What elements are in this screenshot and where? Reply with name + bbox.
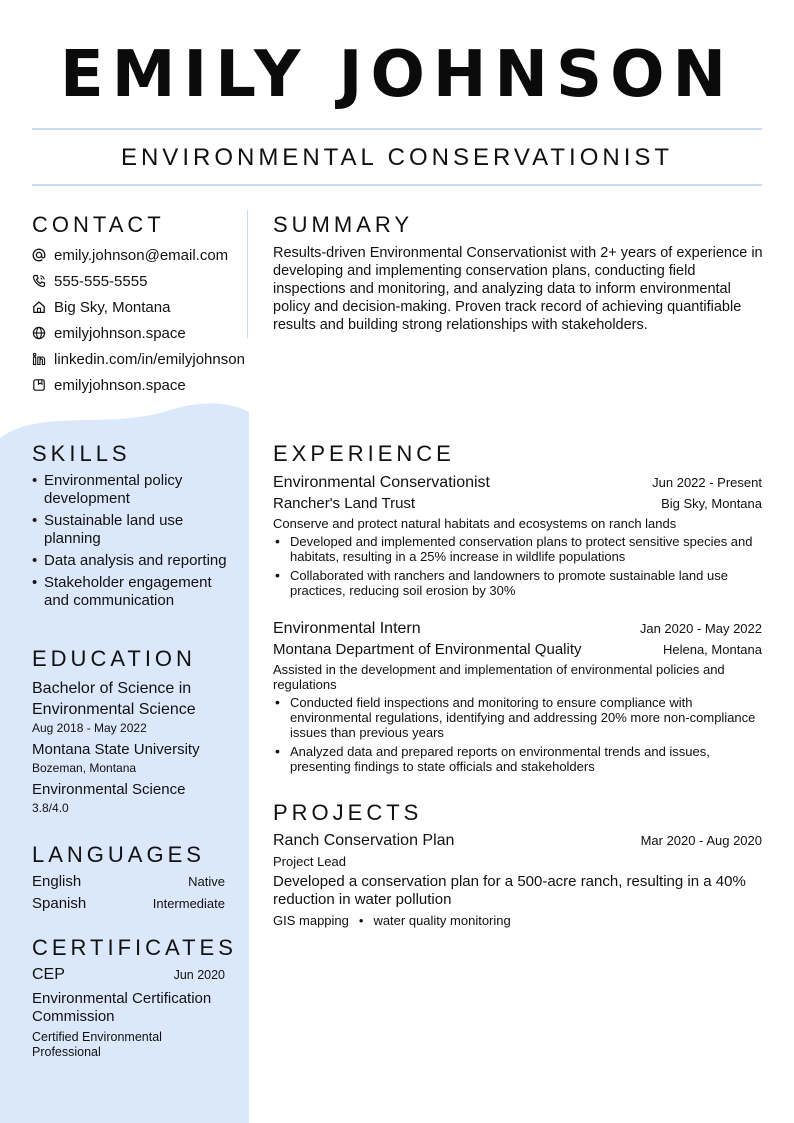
header-bottom-rule [32,184,762,186]
certificate-issuer: Environmental Certification Commission [32,990,212,1025]
job-role: Environmental Intern [273,620,421,637]
gpa: 3.8/4.0 [32,801,69,815]
contact-email-text: emily.johnson@email.com [54,246,229,264]
job-title: ENVIRONMENTAL CONSERVATIONIST [120,144,674,171]
job-dates: Jun 2022 - Present [652,475,762,490]
project-tag: water quality monitoring [373,913,511,928]
candidate-name: EMILY JOHNSON [59,38,735,112]
degree: Bachelor of Science in Environmental Science [32,680,196,718]
job-organization: Montana Department of Environmental Quality [273,641,582,658]
language-name: English [32,873,82,890]
job-role: Environmental Conservationist [273,474,490,491]
language-name: Spanish [32,895,87,912]
job-description: Conserve and protect natural habitats and ecosystems on ranch lands [273,516,677,531]
contact-portfolio[interactable] [32,372,262,398]
project-tag: GIS mapping [273,913,349,928]
experience-heading: EXPERIENCE [273,441,455,466]
at-icon [32,248,54,262]
job-bullets [273,695,762,774]
certificates-heading: CERTIFICATES [32,935,237,960]
education-heading: EDUCATION [32,646,196,671]
linkedin-icon [32,352,54,366]
header-top-rule [32,128,762,130]
contact-portfolio-text: emilyjohnson.space [54,376,186,394]
home-icon [32,300,54,314]
projects-heading: PROJECTS [273,800,423,825]
contact-website[interactable] [32,320,262,346]
job-location: Helena, Montana [662,642,762,657]
skills-heading: SKILLS [32,441,131,466]
job-entry [273,474,762,602]
contact-linkedin[interactable] [32,346,262,372]
list-item: • Conducted field inspections and monitoring to ensure compliance with environmental regulations, identifying and addressing 20% more non-compliance issues than previous years [273,695,762,740]
project-dates: Mar 2020 - Aug 2020 [640,833,762,848]
list-item: • Data analysis and reporting [32,552,232,570]
job-location: Big Sky, Montana [661,496,762,511]
job-dates: Jan 2020 - May 2022 [639,621,762,636]
contact-linkedin-text: linkedin.com/in/emilyjohnson [54,350,245,368]
education-dates: Aug 2018 - May 2022 [32,721,147,735]
job-entry [273,620,762,778]
list-item: • Collaborated with ranchers and landowners to promote sustainable land use practices, reducing soil erosion by 30% [273,568,762,598]
project-role: Project Lead [273,854,346,869]
job-description: Assisted in the development and implementation of environmental policies and regulations [273,662,725,692]
language-row [32,895,225,917]
contact-website-text: emilyjohnson.space [54,324,186,342]
globe-icon [32,326,54,340]
skills-list [32,472,232,614]
contact-heading: CONTACT [32,212,165,237]
project-name: Ranch Conservation Plan [273,832,455,849]
certificate-entry [32,966,225,1060]
portfolio-icon [32,378,54,392]
contact-list [32,242,262,398]
summary-text: Results-driven Environmental Conservationist with 2+ years of experience in developing and implementing conservation plans, conducting field inspections and monitoring, and analyzing data to inform environmental policy and decision-making. Proven track record of achieving quantifiable results and building strong relationships with stakeholders. [273,245,763,333]
certificate-date: Jun 2020 [173,968,225,982]
summary-heading: SUMMARY [273,212,414,237]
languages-heading: LANGUAGES [32,842,205,867]
certificate-description: Certified Environmental Professional [32,1030,162,1059]
field-of-study: Environmental Science [32,781,186,798]
job-bullets [273,534,762,598]
contact-email[interactable] [32,242,262,268]
project-tags [273,913,762,928]
list-item: • Environmental policy development [32,472,232,508]
contact-location [32,294,262,320]
job-organization: Rancher's Land Trust [273,495,416,512]
list-item: • Developed and implemented conservation plans to protect sensitive species and habitats, resulting in a 25% increase in wildlife populations [273,534,762,564]
phone-icon [32,274,54,288]
school-location: Bozeman, Montana [32,761,137,775]
education-entry [32,678,232,820]
list-item: • Sustainable land use planning [32,512,232,548]
certificate-name: CEP [32,966,65,983]
languages-list [32,873,225,917]
school-name: Montana State University [32,741,200,758]
tag-separator: • [358,913,364,928]
contact-location-text: Big Sky, Montana [54,298,171,316]
language-row [32,873,225,895]
project-description: Developed a conservation plan for a 500-acre ranch, resulting in a 40% reduction in water pollution [273,873,746,908]
contact-phone-text: 555-555-5555 [54,272,148,290]
list-item: • Stakeholder engagement and communication [32,574,232,610]
language-level: Intermediate [152,896,225,911]
list-item: • Analyzed data and prepared reports on environmental trends and issues, presenting findings to state officials and stakeholders [273,744,762,774]
language-level: Native [188,874,225,889]
contact-phone[interactable] [32,268,262,294]
project-entry [273,832,762,928]
